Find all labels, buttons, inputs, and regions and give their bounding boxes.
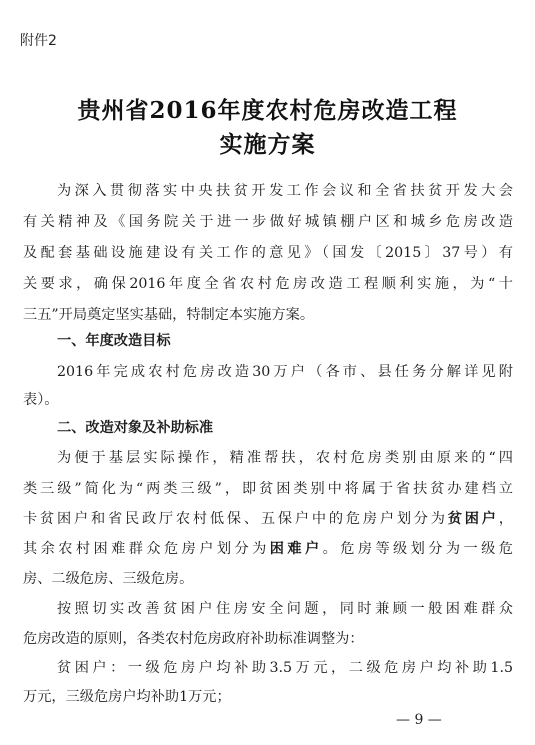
section-heading-1: 一、年度改造目标 — [57, 333, 171, 349]
paragraph-line: 类三级”简化为“两类三级”，即贫困类别中将属于省扶贫办建档立 — [23, 481, 513, 497]
document-title-line2: 实施方案 — [219, 131, 316, 158]
bold-term-hardship-household: 困难户 — [269, 541, 323, 557]
paragraph-line: 危房改造的原则，各类农村危房政府补助标准调整为： — [23, 631, 364, 647]
paragraph-line: 及配套基础设施建设有关工作的意见》（国发〔2015〕37号）有 — [23, 245, 513, 261]
paragraph-line: 2016年完成农村危房改造30万户（各市、县任务分解详见附 — [57, 364, 513, 380]
bold-term-poor-household: 贫困户 — [447, 511, 499, 527]
paragraph-line: 房、二级危房、三级危房。 — [23, 571, 194, 587]
paragraph-line: 万元，三级危房户均补助1万元； — [23, 689, 231, 705]
paragraph-line — [23, 508, 513, 528]
paragraph-line: 关要求，确保2016年度全省农村危房改造工程顺利实施，为“十 — [23, 276, 513, 292]
paragraph-line: 有关精神及《国务院关于进一步做好城镇棚户区和城乡危房改造 — [23, 214, 513, 230]
paragraph-line: 为深入贯彻落实中央扶贫开发工作会议和全省扶贫开发大会 — [57, 183, 513, 199]
text-run: 。危房等级划分为一级危 — [322, 541, 513, 557]
paragraph-line: 按照切实改善贫困户住房安全问题，同时兼顾一般困难群众 — [57, 601, 513, 617]
attachment-label: 附件2 — [20, 33, 57, 49]
paragraph-line: 为便于基层实际操作，精准帮扶，农村危房类别由原来的“四 — [57, 450, 513, 466]
text-run: ， — [498, 511, 513, 527]
document-title-line1: 贵州省2016年度农村危房改造工程 — [77, 97, 458, 124]
section-heading-2: 二、改造对象及补助标准 — [57, 420, 214, 436]
paragraph-line: 三五”开局奠定坚实基础，特制定本实施方案。 — [23, 307, 315, 323]
text-run: 其余农村困难群众危房户划分为 — [23, 541, 270, 557]
paragraph-line — [23, 538, 513, 558]
paragraph-line: 贫困户：一级危房户均补助3.5万元，二级危房户均补助1.5 — [57, 660, 513, 676]
page-number: — 9 — — [396, 712, 442, 728]
paragraph-line: 表）。 — [23, 392, 59, 408]
text-run: 卡贫困户和省民政厅农村低保、五保户中的危房户划分为 — [23, 511, 448, 527]
